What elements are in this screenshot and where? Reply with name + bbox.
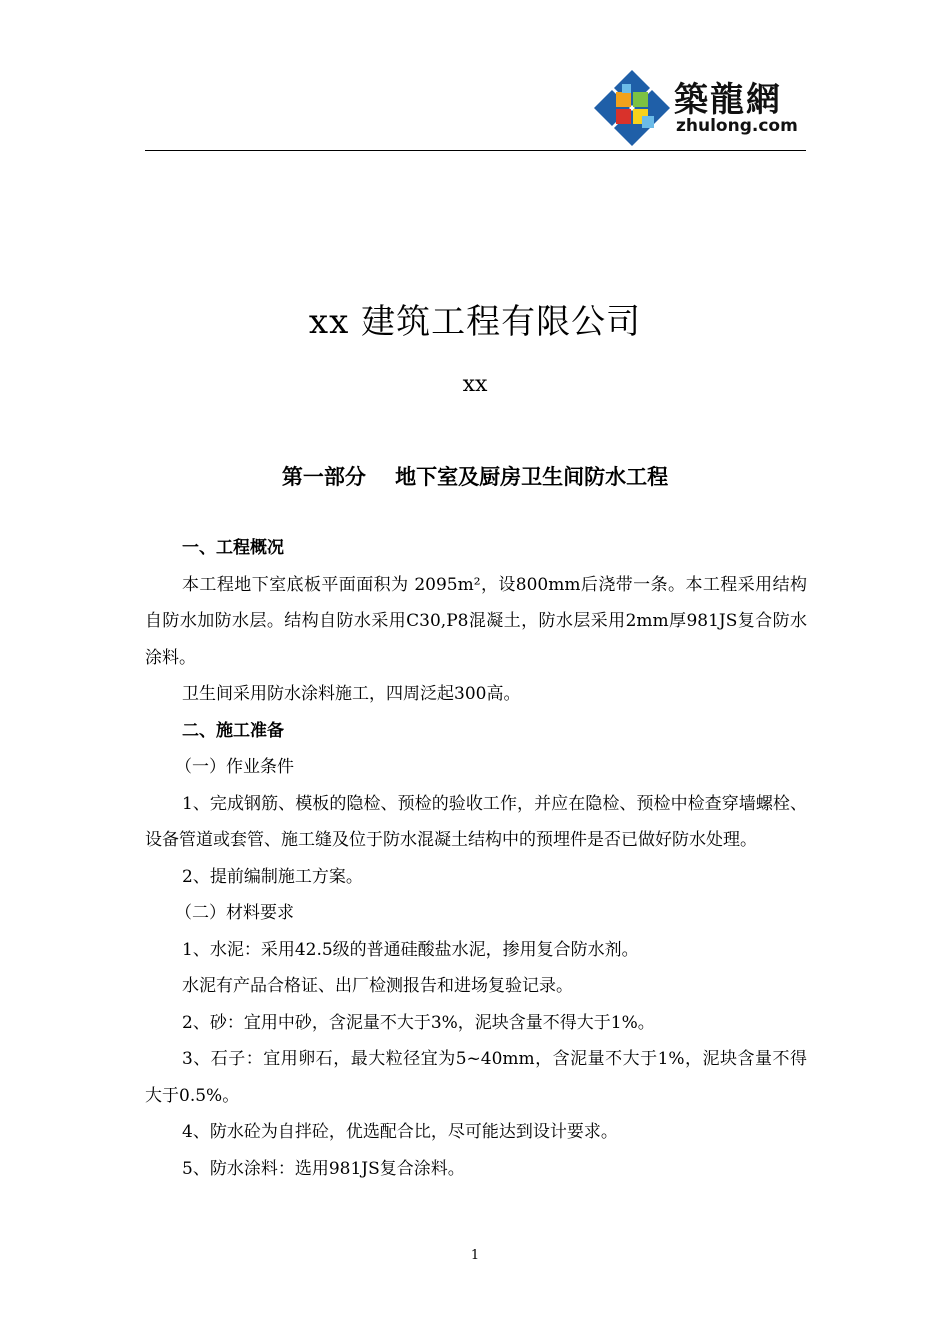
subsection-heading: （二）材料要求 (175, 903, 294, 923)
company-title: xx 建筑工程有限公司 (308, 302, 642, 342)
document-subtitle: xx (462, 372, 488, 397)
document-body (145, 530, 807, 1187)
section-heading: 一、工程概况 (182, 538, 284, 558)
section-heading: 二、施工准备 (182, 720, 284, 741)
logo-chinese-text: 築龍網 (674, 80, 782, 120)
list-item: 1、水泥：采用42.5级的普通硅酸盐水泥，掺用复合防水剂。 (182, 939, 639, 960)
list-item: 2、提前编制施工方案。 (182, 866, 363, 887)
zhulong-logo (592, 68, 807, 148)
header-divider (145, 150, 806, 151)
list-item: 3、石子：宜用卵石，最大粒径宜为5~40mm，含泥量不大于1%，泥块含量不得大于0.5%。 (145, 1049, 807, 1106)
logo-cube-icon (592, 68, 672, 148)
paragraph: 本工程地下室底板平面面积为 2095m²，设800mm后浇带一条。本工程采用结构自防水加防水层。结构自防水采用C30,P8混凝土，防水层采用2mm厚981JS复合防水涂料。 (145, 574, 807, 668)
list-item: 5、防水涂料：选用981JS复合涂料。 (182, 1158, 465, 1179)
list-item: 4、防水砼为自拌砼，优选配合比，尽可能达到设计要求。 (182, 1122, 618, 1142)
part-heading: 第一部分 地下室及厨房卫生间防水工程 (281, 465, 669, 489)
paragraph: 水泥有产品合格证、出厂检测报告和进场复验记录。 (182, 976, 573, 996)
page-number: 1 (470, 1248, 480, 1263)
subsection-heading: （一）作业条件 (175, 757, 294, 777)
paragraph: 卫生间采用防水涂料施工，四周泛起300高。 (182, 684, 521, 704)
list-item: 1、完成钢筋、模板的隐检、预检的验收工作，并应在隐检、预检中检查穿墙螺栓、设备管道或套管、施工缝及位于防水混凝土结构中的预埋件是否已做好防水处理。 (145, 793, 807, 850)
list-item: 2、砂：宜用中砂，含泥量不大于3%，泥块含量不得大于1%。 (182, 1012, 655, 1033)
logo-english-text: zhulong.com (676, 116, 798, 136)
